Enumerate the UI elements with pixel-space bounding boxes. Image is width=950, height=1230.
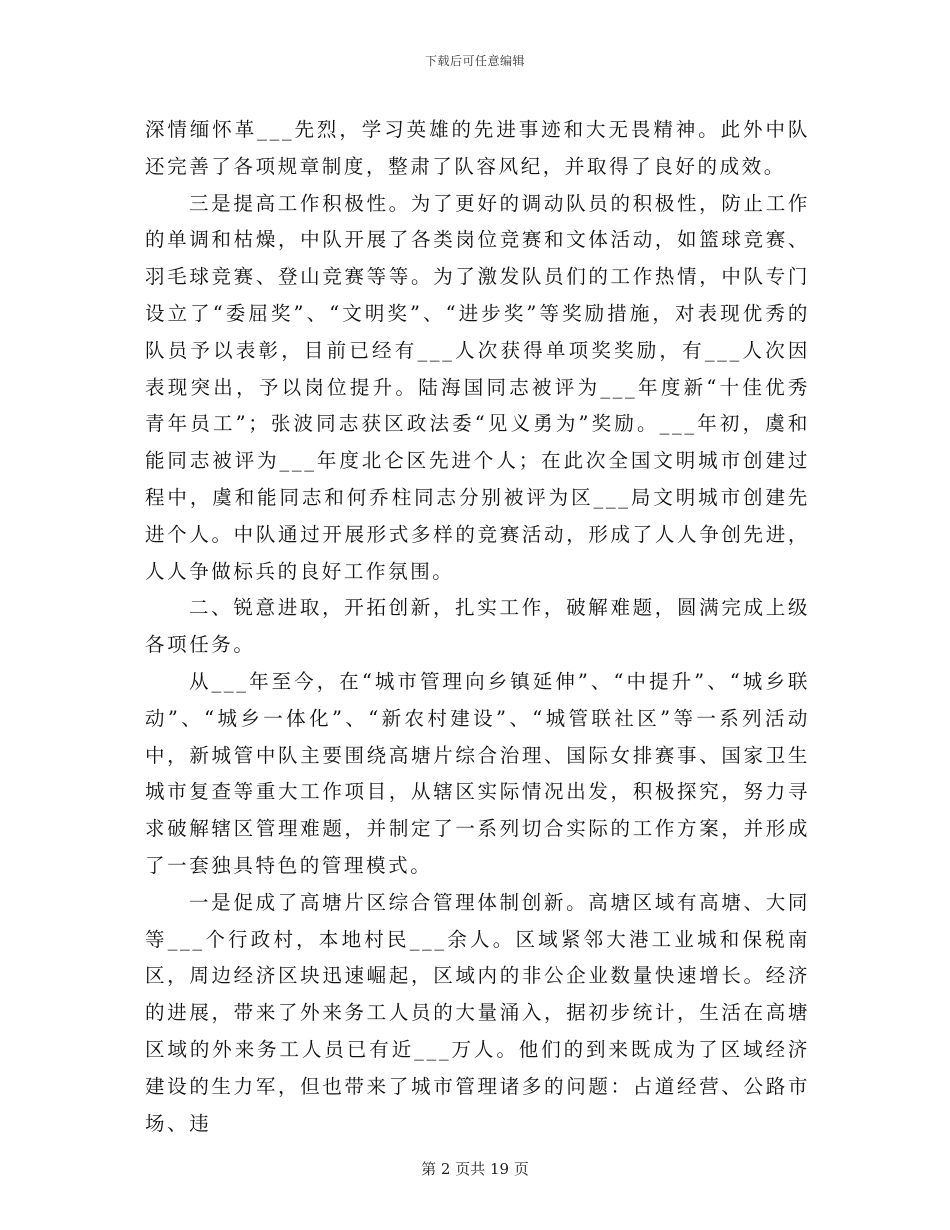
paragraph-since-year: 从___年至今，在“城市管理向乡镇延伸”、“中提升”、“城乡联动”、“城乡一体化”、“新农村建设”、“城管联社区”等一系列活动中，新城管中队主要围绕高塘片综合治理、国际女排赛事、国家卫生城市复查等重大工作项目，从辖区实际情况出发，积极探究，努力寻求破解辖区管理难题，并制定了一系列切合实际的工作方案，并形成了一套独具特色的管理模式。 [145,669,810,877]
paragraph-section-two-heading: 二、锐意进取，开拓创新，扎实工作，破解难题，圆满完成上级各项任务。 [145,596,810,657]
page-header: 下载后可任意编辑 [424,54,525,68]
document-body [145,112,810,1142]
paragraph-point-one: 一是促成了高塘片区综合管理体制创新。高塘区域有高塘、大同等___个行政村，本地村民___余人。区域紧邻大港工业城和保税南区，周边经济区块迅速崛起，区域内的非公企业数量快速增长。经济的进展，带来了外来务工人员的大量涌入，据初步统计，生活在高塘区域的外来务工人员已有近___万人。他们的到来既成为了区域经济建设的生力军，但也带来了城市管理诸多的问题：占道经营、公路市场、违 [145,890,810,1135]
paragraph-point-three: 三是提高工作积极性。为了更好的调动队员的积极性，防止工作的单调和枯燥，中队开展了各类岗位竞赛和文体活动，如篮球竞赛、羽毛球竞赛、登山竞赛等等。为了激发队员们的工作热情，中队专门设立了“委屈奖”、“文明奖”、“进步奖”等奖励措施，对表现优秀的队员予以表彰，目前已经有___人次获得单项奖奖励，有___人次因表现突出，予以岗位提升。陆海国同志被评为___年度新“十佳优秀青年员工”；张波同志获区政法委“见义勇为”奖励。___年初，虞和能同志被评为___年度北仑区先进个人；在此次全国文明城市创建过程中，虞和能同志和何乔柱同志分别被评为区___局文明城市创建先进个人。中队通过开展形式多样的竞赛活动，形成了人人争创先进，人人争做标兵的良好工作氛围。 [145,191,810,583]
page-number: 第 2 页共 19 页 [421,1160,529,1178]
paragraph-continuation: 深情缅怀革___先烈，学习英雄的先进事迹和大无畏精神。此外中队还完善了各项规章制度，整肃了队容风纪，并取得了良好的成效。 [145,118,810,178]
